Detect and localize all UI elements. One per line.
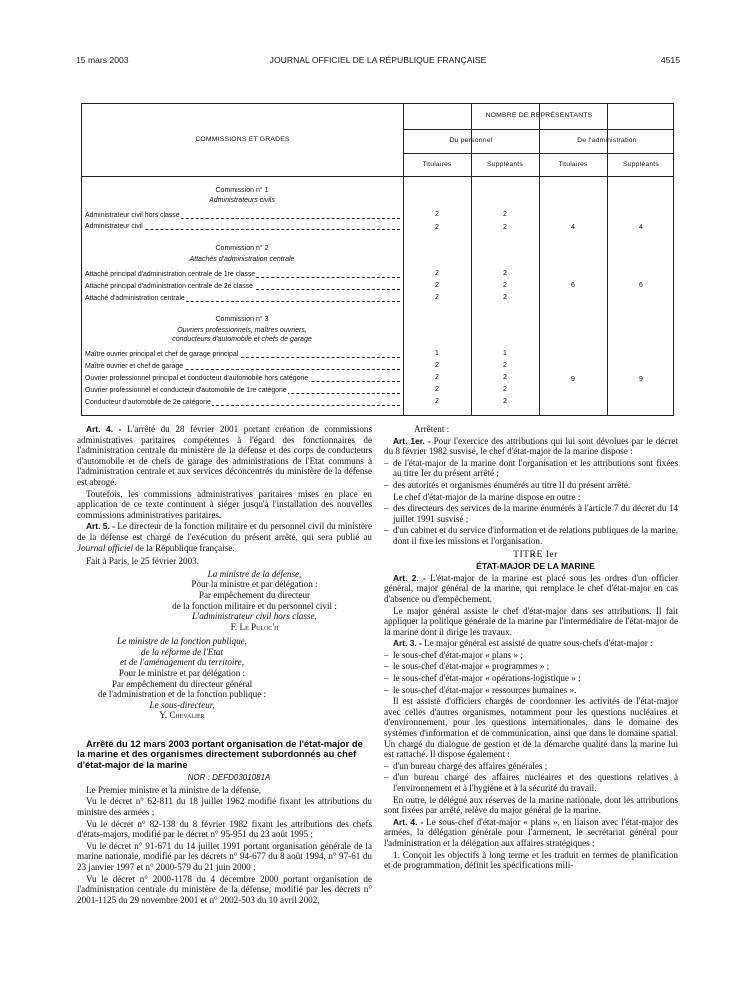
signatory-title: de la réforme de l'Etat bbox=[140, 646, 224, 657]
visa: Vu le décret n° 2000-1178 du 4 décembre 2000 portant organisation de l'administration centrale du ministère de la défense, modifié par les décrets n° 2001-1125 du 29 novembre 2001 et n° 2002-503 du 10 avril 2002, bbox=[77, 873, 372, 905]
cell-value: 6 bbox=[639, 282, 643, 289]
arretent: Arrêtent : bbox=[414, 424, 450, 434]
cell-value: 2 bbox=[435, 282, 439, 289]
titre-subheading: ÉTAT-MAJOR DE LA MARINE bbox=[476, 561, 595, 572]
list-item: – le sous-chef d'état-major « ressources humaines ». bbox=[384, 684, 577, 695]
list-item: – de l'état-major de la marine dont l'organisation et les attributions sont fixées au titre Ier du présent arrêté ; bbox=[384, 457, 678, 479]
signatory-line: L'administrateur civil hors classe, bbox=[192, 611, 317, 622]
cell-value: 2 bbox=[435, 362, 439, 369]
cell-value: 2 bbox=[503, 270, 507, 277]
visa: Vu le décret n° 62-811 du 18 juillet 1962 modifié fixant les attributions du ministre des armées ; bbox=[77, 796, 372, 818]
commission-3-title: Commission n° 3 bbox=[215, 316, 269, 323]
cell-value: 2 bbox=[435, 374, 439, 381]
signatory-line: de l'administration et de la fonction publique : bbox=[97, 689, 267, 700]
table-row: Administrateur civil bbox=[82, 222, 402, 232]
signatory-title: Le ministre de la fonction publique, bbox=[117, 636, 247, 647]
commission-2-subtitle: Attachés d'administration centrale bbox=[189, 256, 295, 263]
header-titulaires-personnel: Titulaires bbox=[422, 161, 452, 168]
cell-value: 2 bbox=[435, 270, 439, 277]
article-4-point-1: 1. Conçoit les objectifs à long terme et les traduit en termes de planification et de programmation, définit les spécifications mili- bbox=[384, 849, 678, 871]
cell-value: 1 bbox=[435, 350, 439, 357]
header-titulaires-administration: Titulaires bbox=[558, 161, 588, 168]
article-4-right: Art. 4. - Le sous-chef d'état-major « plans », en liaison avec l'état-major des armées, la délégation générale pour l'armement, le secrétariat général pour l'administration et la délégation aux affaires stratégiques : bbox=[384, 816, 679, 848]
page-header bbox=[76, 55, 680, 67]
header-suppleants-administration: Suppléants bbox=[622, 161, 659, 168]
cell-value: 2 bbox=[435, 211, 439, 218]
commission-2-title: Commission n° 2 bbox=[215, 245, 269, 252]
representatives-table bbox=[81, 103, 674, 416]
article-2: Art. 2. - L'état-major de la marine est placé sous les ordres d'un officier général, major général de la marine, qui remplace le chef d'état-major en cas d'absence ou d'empêchement. bbox=[384, 572, 679, 604]
cell-value: 1 bbox=[503, 350, 507, 357]
cell-value: 9 bbox=[571, 376, 575, 383]
cell-value: 2 bbox=[503, 282, 507, 289]
cell-value: 2 bbox=[503, 398, 507, 405]
table-divider bbox=[539, 104, 540, 415]
table-divider bbox=[403, 104, 404, 415]
visa: Le Premier ministre et la ministre de la défense, bbox=[86, 784, 262, 795]
cell-value: 2 bbox=[435, 386, 439, 393]
article-5: Art. 5. - Le directeur de la fonction militaire et du personnel civil du ministère de la défense est chargé de l'exécution du présent arrêté, qui sera publié au Journal officiel de la République française. bbox=[77, 521, 372, 553]
table-row: Ouvrier professionnel principal et conducteur d'automobile hors catégorie bbox=[82, 374, 402, 384]
table-row: Conducteur d'automobile de 2e catégorie bbox=[82, 398, 402, 408]
article-1-paragraph: Le chef d'état-major de la marine dispose en outre : bbox=[393, 491, 581, 502]
signatory-title: La ministre de la défense, bbox=[207, 568, 302, 579]
article-1: Art. 1er. - Pour l'exercice des attributions qui lui sont dévolues par le décret du 8 février 1982 susvisé, le chef d'état-major de la marine dispose : bbox=[384, 435, 679, 457]
cell-value: 4 bbox=[571, 224, 575, 231]
list-item: – d'un bureau chargé des affaires générales ; bbox=[384, 760, 548, 771]
signature-block-1 bbox=[77, 569, 372, 633]
header-administration: De l'administration bbox=[577, 137, 637, 144]
list-item: – des autorités et organismes énumérés au titre II du présent arrêté. bbox=[384, 479, 631, 490]
article-4-paragraph: Toutefois, les commissions administratives paritaires mises en place en application de ce texte continuent à siéger jusqu'à l'installation des nouvelles commissions administratives paritaires. bbox=[77, 488, 372, 520]
nor-reference: NOR : DEFD0301081A bbox=[187, 773, 271, 783]
list-item: – le sous-chef d'état-major « programmes » ; bbox=[384, 661, 550, 672]
header-personnel: Du personnel bbox=[449, 137, 493, 144]
table-divider bbox=[471, 104, 472, 415]
cell-value: 2 bbox=[435, 224, 439, 231]
commission-1-subtitle: Administrateurs civils bbox=[209, 197, 275, 204]
commission-1-title: Commission n° 1 bbox=[215, 187, 269, 194]
list-item: – le sous-chef d'état-major « plans » ; bbox=[384, 649, 523, 660]
table-divider bbox=[403, 153, 673, 154]
header-journal-title: JOURNAL OFFICIEL DE LA RÉPUBLIQUE FRANÇAISE bbox=[269, 55, 487, 65]
article-3-paragraph: En outre, le délégué aux réserves de la marine nationale, dont les attributions sont fixées par arrêté, relève du major général de la marine. bbox=[384, 794, 678, 816]
cell-value: 2 bbox=[435, 398, 439, 405]
table-row: Attaché d'administration centrale bbox=[82, 294, 402, 304]
signatory-line: Par empêchement du directeur général bbox=[111, 678, 253, 689]
table-row: Attaché principal d'administration centrale de 1re classe bbox=[82, 270, 402, 280]
article-3: Art. 3. - Le major général est assisté de quatre sous-chefs d'état-major : bbox=[393, 638, 653, 649]
cell-value: 2 bbox=[503, 211, 507, 218]
signature-date: Fait à Paris, le 25 février 2003. bbox=[86, 556, 200, 567]
article-3-paragraph: Il est assisté d'officiers chargés de coordonner les activités de l'état-major avec celles d'autres organismes, notamment pour les questions nucléaires et d'environnement, pour les questions internationales, dans le domaine des systèmes d'information et de communication, ainsi que dans le domaine spatial. Un chargé du dialogue de gestion et de la démarche qualité dans la marine lui est rattaché. Il dispose également : bbox=[384, 696, 678, 760]
cell-value: 2 bbox=[503, 362, 507, 369]
list-item: – d'un cabinet et du service d'information et de relations publiques de la marine, dont il fixe les missions et l'organisation. bbox=[384, 525, 678, 546]
signatory-line: Pour le ministre et par délégation : bbox=[118, 668, 246, 679]
cell-value: 2 bbox=[503, 386, 507, 393]
table-row: Administrateur civil hors classe bbox=[82, 211, 402, 221]
commission-3-subtitle: Ouvriers professionnels, maîtres ouvriers, bbox=[177, 327, 307, 334]
header-suppleants-personnel: Suppléants bbox=[486, 161, 523, 168]
list-item: – des directeurs des services de la marine énumérés à l'article 7 du décret du 14 juillet 1991 susvisé ; bbox=[384, 503, 678, 524]
list-item: – le sous-chef d'état-major « opérations-logistique » ; bbox=[384, 673, 581, 684]
cell-value: 4 bbox=[639, 224, 643, 231]
signatory-name: F. Le Puloc'h bbox=[230, 621, 279, 632]
commission-3-subtitle: conducteurs d'automobile et chefs de garage bbox=[172, 336, 312, 343]
list-item: – d'un bureau chargé des affaires nucléaires et des questions relatives à l'environnement et à l'hygiène et à la sécurité du travail. bbox=[384, 772, 678, 793]
titre-heading: TITRE Ier bbox=[513, 548, 558, 560]
right-column bbox=[384, 424, 678, 872]
table-divider bbox=[607, 104, 608, 415]
header-date: 15 mars 2003 bbox=[76, 55, 129, 65]
article-2-paragraph: Le major général assiste le chef d'état-major dans ses attributions. Il fait appliquer la politique générale de la marine par l'intermédiaire de l'état-major de la marine dont il dirige les travaux. bbox=[384, 605, 678, 637]
table-row: Maître ouvrier principal et chef de garage principal bbox=[82, 350, 402, 360]
visa: Vu le décret n° 91-671 du 14 juillet 1991 portant organisation générale de la marine nationale, modifié par les décrets n° 94-677 du 8 août 1994, n° 97-61 du 23 janvier 1997 et n° 2000-579 du 21 juin 2000 ; bbox=[77, 840, 372, 872]
signatory-line: Pour la ministre et par délégation : bbox=[191, 579, 318, 590]
header-page-number: 4515 bbox=[660, 55, 680, 65]
signature-block-2 bbox=[77, 636, 287, 721]
table-divider bbox=[403, 129, 673, 130]
header-nombre: NOMBRE DE REPRÉSENTANTS bbox=[485, 112, 593, 119]
table-row: Ouvrier professionnel et conducteur d'automobile de 1re catégorie bbox=[82, 386, 402, 396]
cell-value: 6 bbox=[571, 282, 575, 289]
signatory-line: Par empêchement du directeur bbox=[198, 589, 311, 600]
header-commissions: COMMISSIONS ET GRADES bbox=[195, 136, 290, 143]
table-row: Attaché principal d'administration centrale de 2e classe bbox=[82, 282, 402, 292]
cell-value: 2 bbox=[435, 294, 439, 301]
table-divider bbox=[82, 176, 673, 177]
cell-value: 2 bbox=[503, 374, 507, 381]
cell-value: 2 bbox=[503, 294, 507, 301]
article-4: Art. 4. - L'arrêté du 28 février 2001 portant création de commissions administratives paritaires compétentes à l'égard des fonctionnaires de l'administration centrale du ministère de la défense et des corps de conducteurs d'automobile et de chefs de garage des administrations de l'Etat communs à l'administration centrale et aux services déconcentrés du ministère de la défense est abrogé. bbox=[77, 424, 373, 487]
arrete-title: Arrêté du 12 mars 2003 portant organisation de l'état-major de la marine et des organismes directement subordonnés au chef d'état-major de la marine bbox=[77, 738, 363, 770]
table-row: Maître ouvrier et chef de garage bbox=[82, 362, 402, 372]
visa: Vu le décret n° 82-138 du 8 février 1982 fixant les attributions des chefs d'états-majors, modifié par le décret n° 95-951 du 23 août 1995 ; bbox=[77, 818, 372, 840]
signatory-name: Y. Chevalier bbox=[159, 710, 205, 721]
signatory-line: Le sous-directeur, bbox=[149, 699, 215, 710]
signatory-line: de la fonction militaire et du personnel civil : bbox=[172, 600, 337, 611]
left-column bbox=[77, 424, 372, 906]
signatory-title: et de l'aménagement du territoire, bbox=[119, 657, 244, 668]
cell-value: 2 bbox=[503, 224, 507, 231]
cell-value: 9 bbox=[639, 376, 643, 383]
